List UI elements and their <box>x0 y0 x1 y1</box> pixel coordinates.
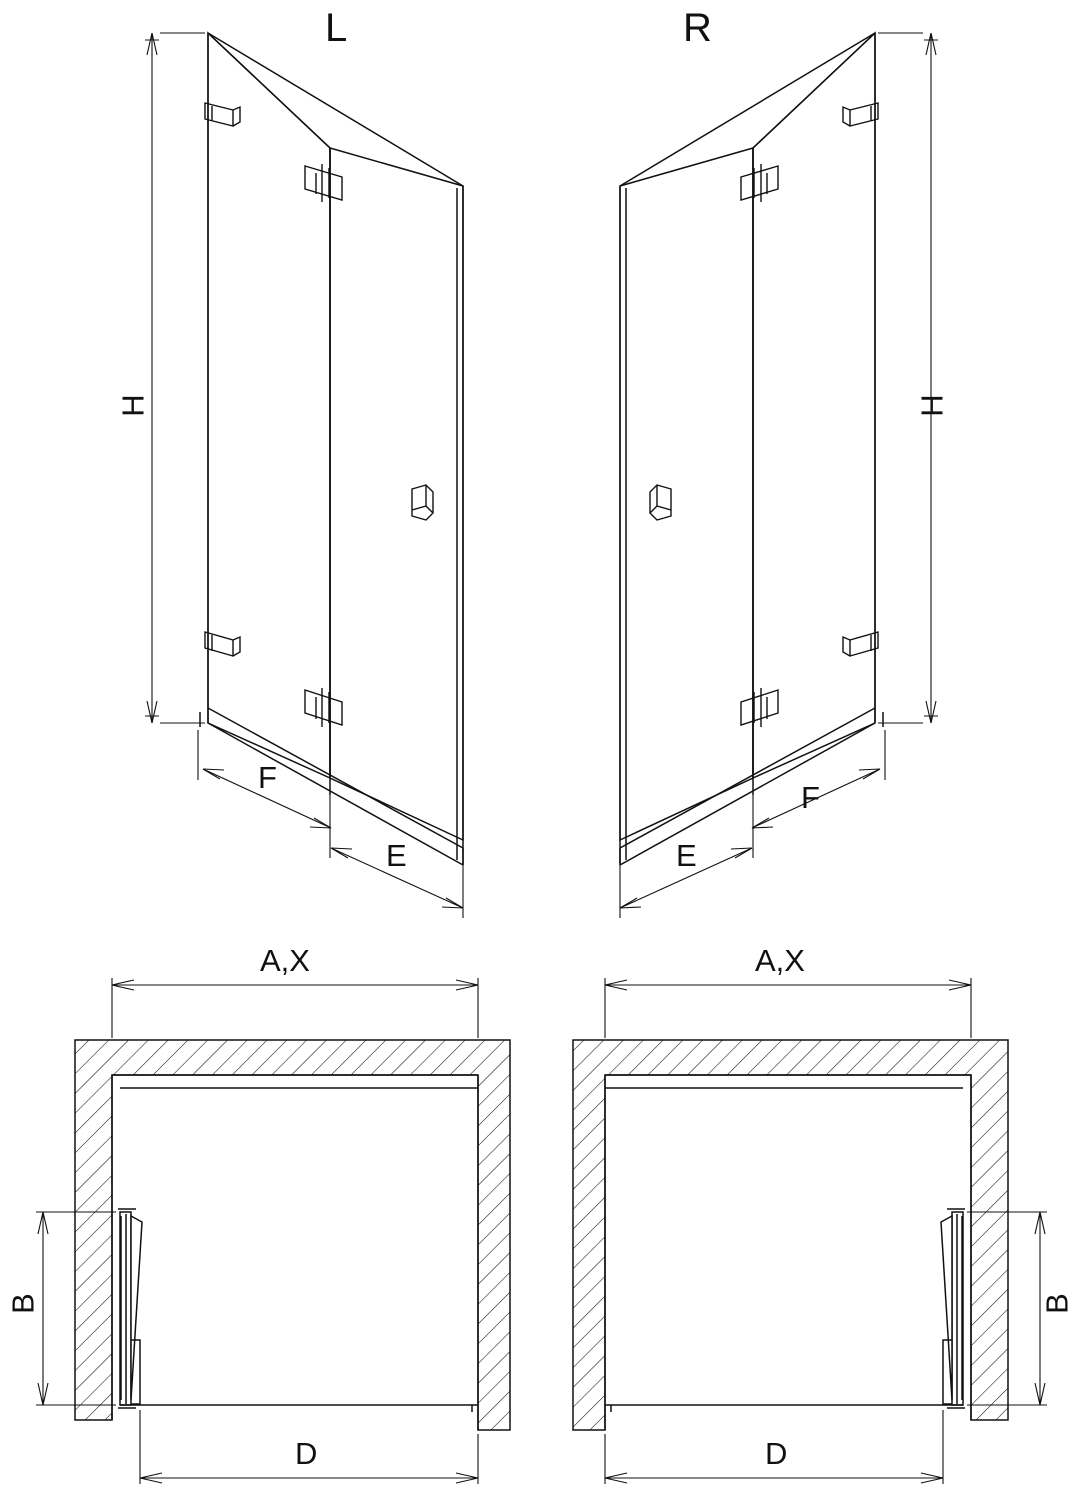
plan-view-left <box>36 978 510 1484</box>
variant-label-right: R <box>683 6 712 50</box>
iso-view-left <box>145 33 463 918</box>
dimension-label-depth-right: B <box>1039 1293 1075 1314</box>
dimension-label-width-left: A,X <box>260 943 310 978</box>
dimension-label-front-right: F <box>801 780 820 815</box>
dimension-label-opening-right: D <box>765 1436 788 1471</box>
dimension-label-opening-left: D <box>295 1436 318 1471</box>
dimension-label-depth-left: B <box>5 1293 41 1314</box>
dimension-label-width-right: A,X <box>755 943 805 978</box>
iso-view-right <box>620 33 938 918</box>
dimension-label-door-left: E <box>386 838 407 873</box>
dimension-label-height-left: H <box>115 394 151 417</box>
dimension-label-door-right: E <box>676 838 697 873</box>
variant-label-left: L <box>325 6 348 50</box>
plan-view-right <box>573 978 1047 1484</box>
dimension-label-height-right: H <box>914 394 950 417</box>
dimension-label-front-left: F <box>258 760 277 795</box>
